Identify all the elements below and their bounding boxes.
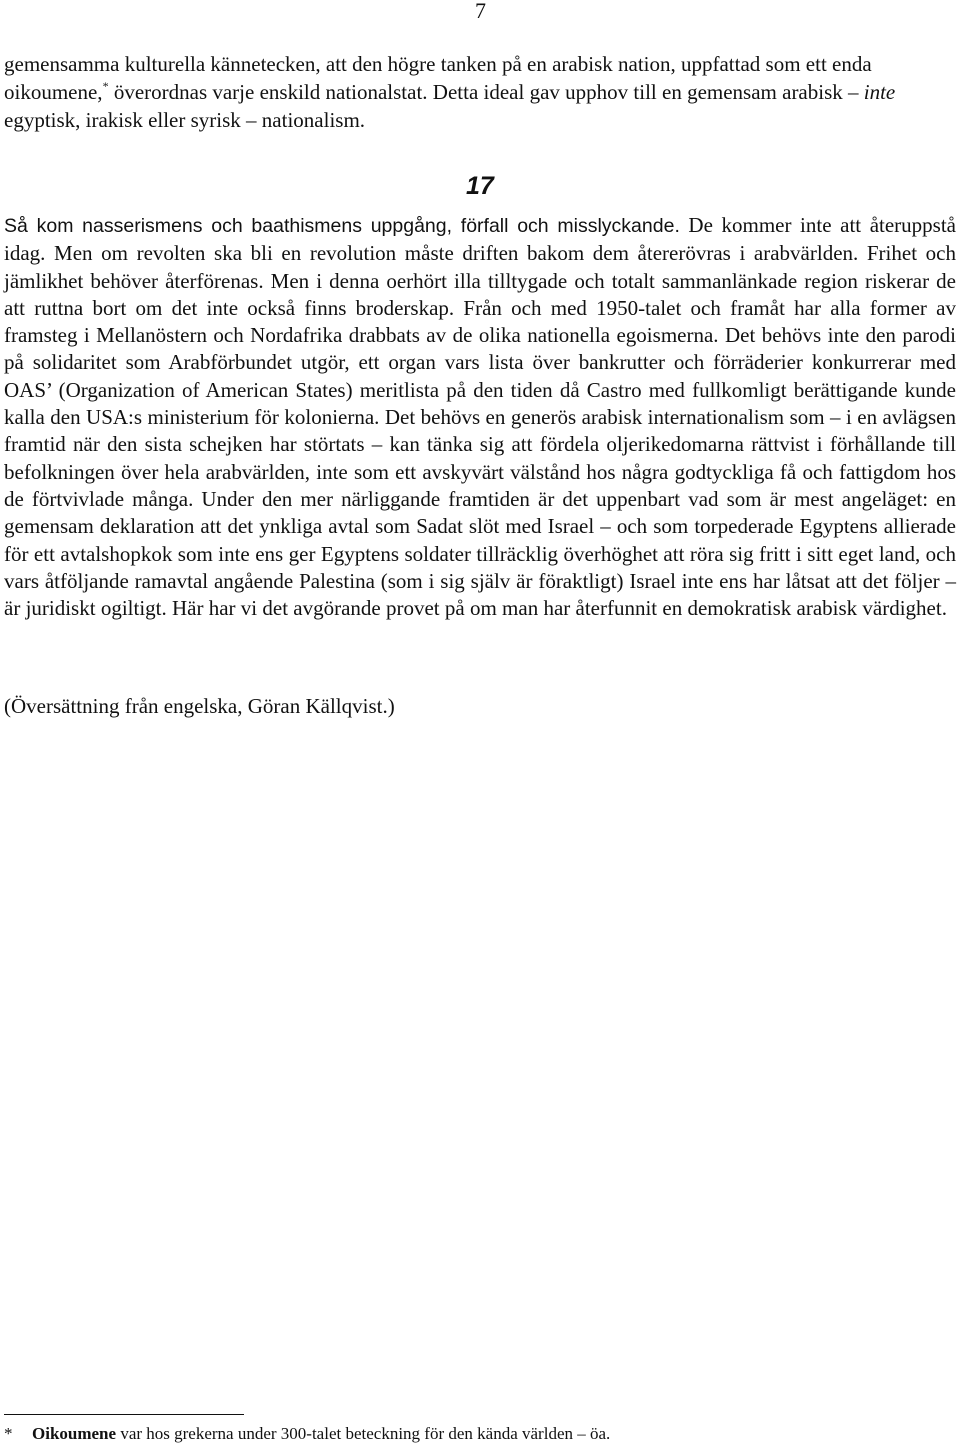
- footnote-term: Oikoumene: [32, 1424, 117, 1443]
- intro-paragraph: [4, 50, 954, 134]
- footnote-divider: [4, 1414, 244, 1415]
- intro-text-1: gemensamma kulturella kännetecken, att den högre tanken på en arabisk nation, uppfattad som ett enda oikoumene,: [4, 52, 872, 104]
- translation-note: (Översättning från engelska, Göran Källqvist.): [4, 694, 395, 718]
- footnote-reference[interactable]: *: [102, 79, 109, 93]
- section-text-1: De kommer inte att återuppstå idag. Men om revolten ska bli en revolution måste driften bakom dem återerövras i arabvärlden. Frihet och jämlikhet behöver återförenas.: [4, 213, 956, 293]
- section-text-2: Men i denna oerhört illa tilltygade och totalt sammanlänkade region riskerar de att ruttna bort om det inte också finns broderskap. Från och med 1950-talet och framåt har alla former av framsteg i Mellanöstern och Nordafrika drabbats av de olika nationella egoismerna. Det behövs inte den parodi på solidaritet som Arabförbundet utgör, ett organ vars lista över bankrutter och förräderier konkurrerar med OAS’ (Organization of American States) meritlista på den tiden då Castro med fullkomligt berättigande kunde kalla den USA:s ministerium för kolonierna. Det behövs en generös arabisk internationalism som – i en avlägsen framtid när den sista schejken har störtats – kan tänka sig att fördela oljerikedomarna rättvist i förhållande till befolkningen över hela arabvärlden, inte som ett avskyvärt välstånd hos några godtyckliga få och fattigdom hos de förtvivlade många. Under den mer närliggande framtiden är det uppenbart vad som är mest angeläget: en gemensam deklaration att det ynkliga avtal som Sadat slöt med Israel – och som torpederade Egyptens allierade för ett avtalshopkok som inte ens ger Egyptens soldater tillräcklig överhöghet att röra sig fritt i sitt eget land, och vars åtföljande ramavtal angående Palestina (som i sig själv är föraktligt) Israel inte ens har låtsat att det följer – är juridiskt ogiltigt. Här har vi det avgörande provet på om man har återfunnit en demokratisk arabisk värdighet.: [4, 268, 957, 621]
- section-number: 17: [466, 172, 494, 200]
- intro-text-3: egyptisk, irakisk eller syrisk – nationalism.: [4, 108, 366, 132]
- section-sans-text: Så kom nasserismens och baathismens uppgång, förfall och misslyckande.: [4, 215, 680, 237]
- page-number: 7: [475, 0, 486, 23]
- footnote-text: var hos grekerna under 300-talet beteckning för den kända världen – öa.: [116, 1424, 611, 1443]
- footnote-marker: *: [4, 1424, 13, 1443]
- intro-italic-word: inte: [863, 80, 896, 104]
- section-paragraph: [4, 212, 956, 622]
- intro-text-2: överordnas varje enskild nationalstat. Detta ideal gav upphov till en gemensam arabisk –: [108, 80, 864, 104]
- footnote: [4, 1423, 610, 1445]
